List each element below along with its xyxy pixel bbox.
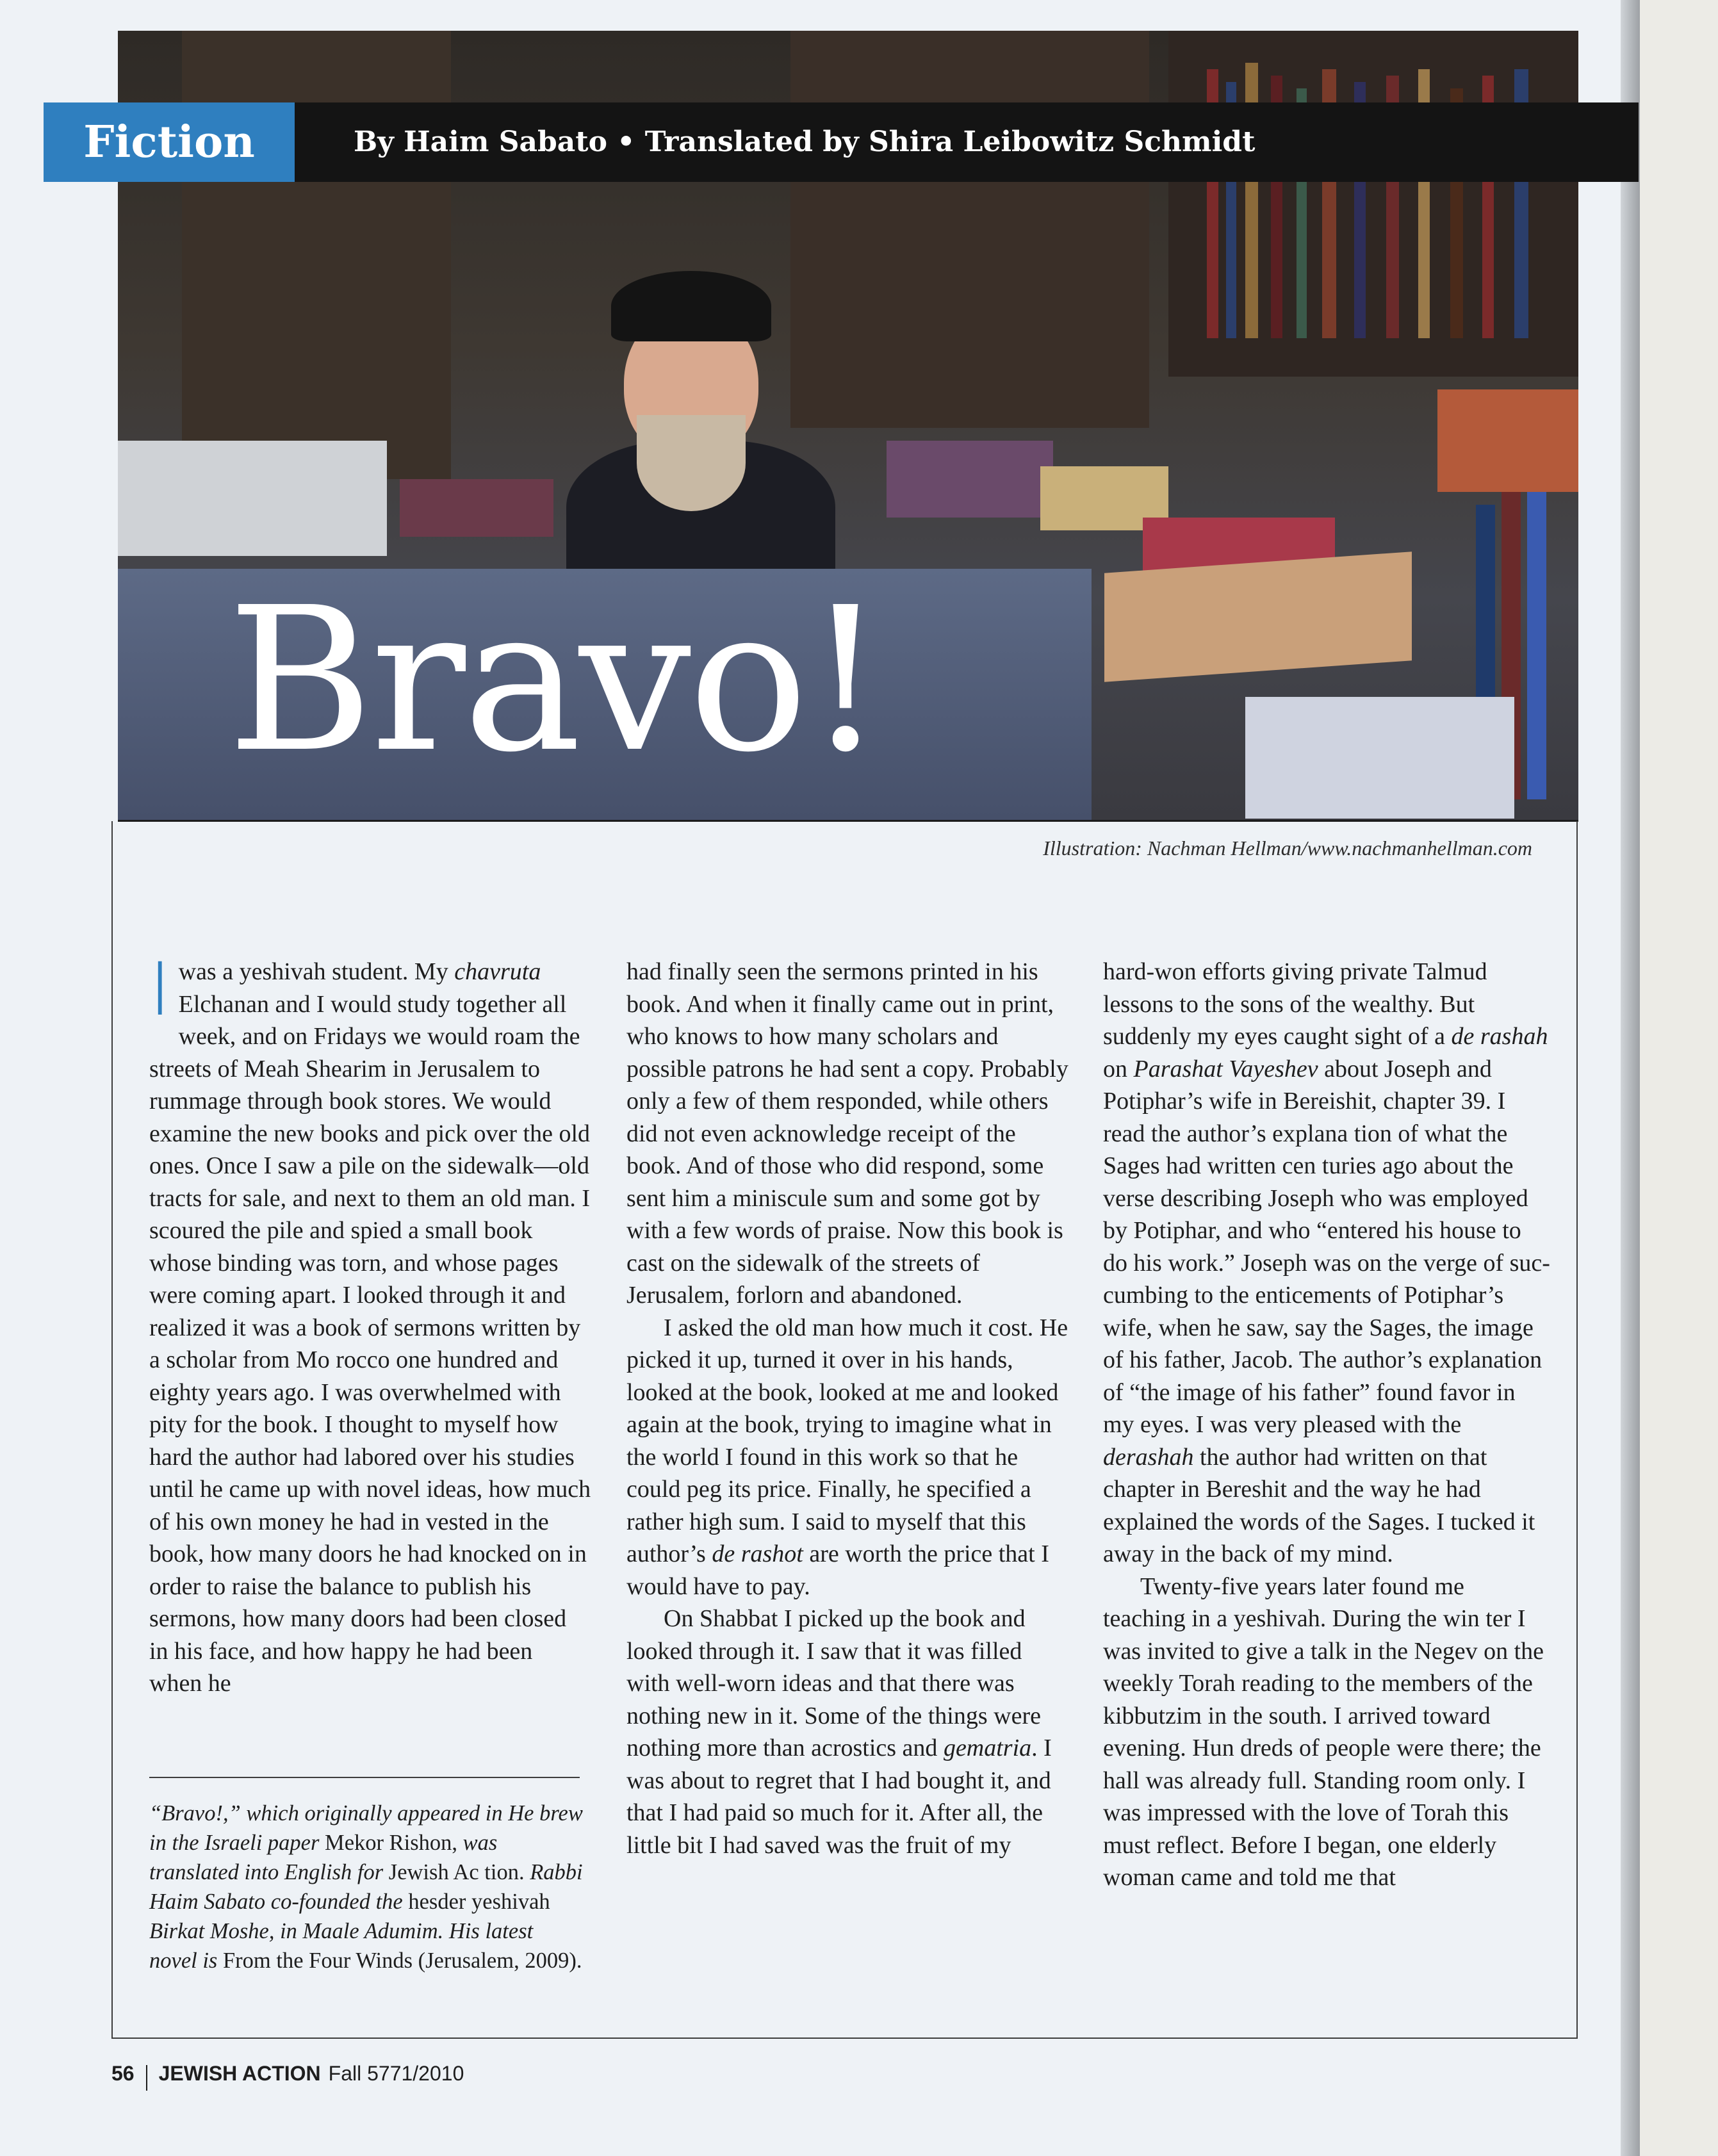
illustration-credit: Illustration: Nachman Hellman/www.nachmanhellman.com: [1043, 837, 1532, 860]
article-column-3: [1103, 956, 1551, 1894]
page-number: 56: [111, 2062, 135, 2085]
paragraph: Twenty-five years later found me teaching in a yeshivah. During the win ter I was invited to give a talk in the Negev on the weekly Torah reading to the members of the kibbutzim in the south. I arrived toward evening. Hun dreds of people were there; the hall was already full. Standing room only. I was impressed with the love of Torah this must reflect. Before I began, one elderly woman came and told me that: [1103, 1572, 1544, 1891]
byline-bar: [295, 102, 1639, 182]
paragraph: had finally seen the sermons printed in his book. And when it finally came out in print, who knows to how many scholars and possible patrons he had sent a copy. Probably only a few of them responded, while others did not even acknowledge receipt of the book. And of those who did respond, some sent him a miniscule sum and some got by with a few words of praise. Now this book is cast on the sidewalk of the streets of Jerusalem, forlorn and abandoned.: [626, 958, 1068, 1309]
magazine-name: JEWISH ACTION: [158, 2062, 321, 2085]
section-label: Fiction: [83, 117, 255, 168]
article-column-1: [149, 947, 591, 1700]
author-note: “Bravo!,” which originally appeared in He brew in the Israeli paper Mekor Rishon, was translated into English for Jewish Ac tion. Rabbi Haim Sabato co-founded the hesder yeshivah Birkat Moshe, in Maale Adumim. His latest novel is From the Four Winds (Jerusalem, 2009).: [149, 1801, 583, 1973]
drop-cap: I: [149, 947, 171, 1032]
paragraph: hard-won efforts giving private Talmud lessons to the sons of the wealthy. But suddenly my eyes caught sight of a de rashah on Parashat Vayeshev about Joseph and Potiphar’s wife in Bereishit, chapter 39. I read the author’s explana tion of what the Sages had written cen turies ago about the verse describing Joseph who was employed by Potiphar, and who “entered his house to do his work.” Joseph was on the verge of suc cumbing to the enticements of Potiphar’s wife, when he saw, say the Sages, the image of his father, Jacob. The author’s explanation of “the image of his father” found favor in my eyes. I was very pleased with the derashah the author had written on that chapter in Bereshit and the way he had explained the words of the Sages. I tucked it away in the back of my mind.: [1103, 958, 1550, 1567]
article-title: Bravo!: [227, 565, 883, 796]
section-tab: [44, 102, 295, 182]
note-divider: [149, 1777, 580, 1778]
paragraph: On Shabbat I picked up the book and looked through it. I saw that it was filled with well-worn ideas and that there was nothing new in it. Some of the things were nothing more than acrostics and gematria. I was about to regret that I had bought it, and that I had paid so much for it. After all, the little bit I had saved was the fruit of my: [626, 1605, 1052, 1859]
footer-divider: [146, 2065, 147, 2091]
article-column-2: [626, 956, 1068, 1861]
facing-page-edge: [1640, 0, 1718, 2156]
paragraph: I asked the old man how much it cost. He picked it up, turned it over in his hands, looked at the book, looked at me and looked again at the book, trying to imagine what in the world I found in this work so that he could peg its price. Finally, he specified a rather high sum. I said to myself that this author’s de rashot are worth the price that I would have to pay.: [626, 1314, 1068, 1600]
page-footer: [111, 2059, 464, 2088]
issue-label: Fall 5771/2010: [328, 2062, 464, 2085]
paragraph: was a yeshivah student. My chavruta Elchanan and I would study together all week, and on Fridays we would roam the streets of Meah Shearim in Jerusalem to rummage through book stores. We would examine the new books and pick over the old ones. Once I saw a pile on the sidewalk—old tracts for sale, and next to them an old man. I scoured the pile and spied a small book whose binding was torn, and whose pages were coming apart. I looked through it and realized it was a book of sermons written by a scholar from Mo rocco one hundred and eighty years ago. I was overwhelmed with pity for the book. I thought to myself how hard the author had labored over his studies until he came up with novel ideas, how much of his own money he had in vested in the book, how many doors he had knocked on in order to raise the balance to publish his sermons, how many doors had been closed in his face, and how happy he had been when he: [149, 958, 591, 1697]
byline: By Haim Sabato • Translated by Shira Leibowitz Schmidt: [354, 126, 1256, 158]
